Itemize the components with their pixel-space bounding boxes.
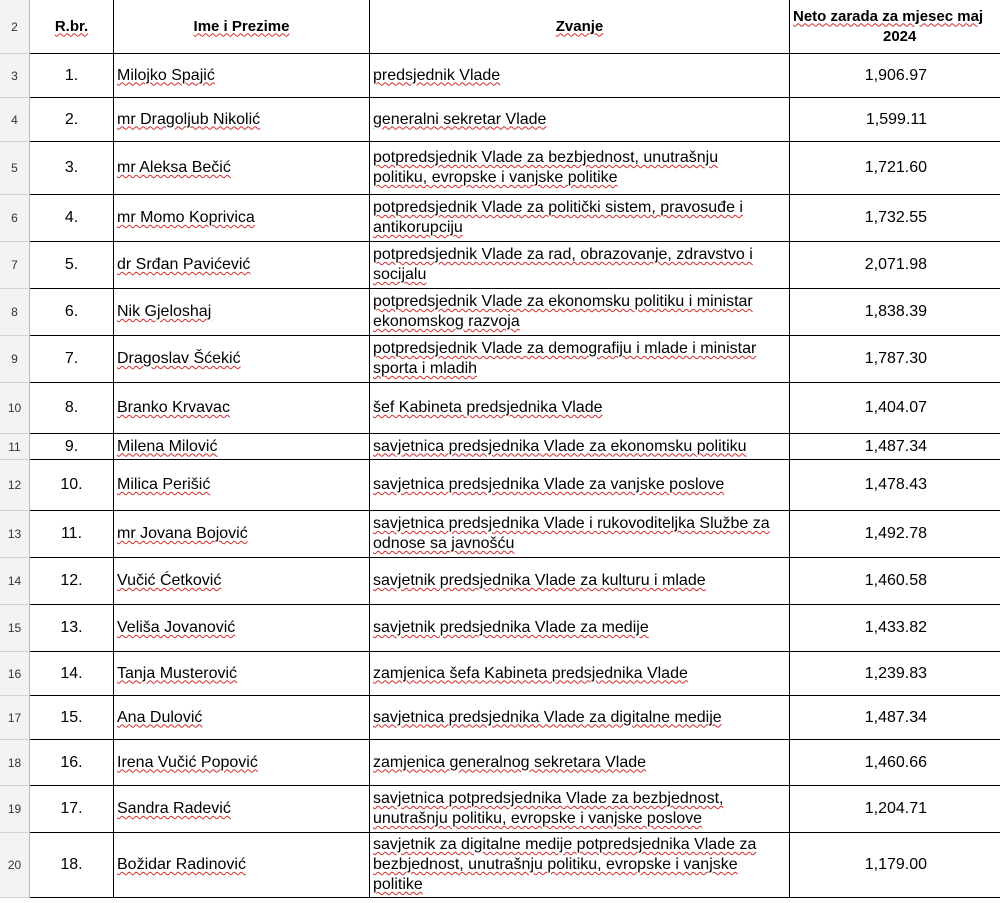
salary-text: 1,478.43 [864, 476, 927, 493]
salary-cell[interactable] [790, 242, 1000, 289]
header-title-text: Zvanje [555, 17, 604, 35]
header-salary-line1: Neto zarada za mjesec maj [793, 7, 984, 25]
header-rbr-text: R.br. [54, 17, 89, 35]
title-line: savjetnik predsjednika Vlade za medije [373, 619, 649, 636]
rbr-text: 1. [64, 66, 79, 84]
salary-text: 1,204.71 [864, 800, 927, 817]
title-cell[interactable] [370, 786, 790, 833]
salary-cell[interactable] [790, 460, 1000, 511]
salary-text: 1,838.39 [864, 303, 927, 320]
row-header-13[interactable]: 13 [0, 511, 30, 558]
title-lines [373, 398, 603, 418]
title-lines [373, 292, 753, 332]
salary-text: 1,906.97 [864, 66, 927, 84]
title-cell[interactable] [370, 696, 790, 740]
header-title[interactable] [370, 0, 790, 54]
name-text: Veliša Jovanović [117, 619, 236, 636]
title-lines [373, 148, 718, 188]
title-cell[interactable] [370, 383, 790, 434]
salary-text: 1,404.07 [864, 399, 927, 416]
title-cell[interactable] [370, 460, 790, 511]
row-header-8[interactable]: 8 [0, 289, 30, 336]
title-line: potpredsjednik Vlade za bezbjednost, unutrašnju [373, 149, 719, 166]
name-text: Sandra Radević [117, 800, 231, 817]
rbr-cell[interactable] [30, 434, 114, 460]
name-cell[interactable] [114, 383, 370, 434]
name-text: Nik Gjeloshaj [117, 303, 212, 320]
title-line: zamjenica šefa Kabineta predsjednika Vlade [373, 664, 688, 682]
name-cell[interactable] [114, 511, 370, 558]
salary-text: 1,460.66 [864, 753, 927, 771]
title-line: zamjenica generalnog sekretara Vlade [373, 753, 647, 771]
title-line: potpredsjednik Vlade za demografiju i mlade i ministar [373, 340, 757, 357]
row-header-12[interactable]: 12 [0, 460, 30, 511]
title-lines [373, 708, 722, 728]
name-text: Dragoslav Šćekić [117, 350, 241, 367]
name-text: mr Dragoljub Nikolić [117, 110, 261, 128]
salary-cell[interactable] [790, 786, 1000, 833]
title-cell[interactable] [370, 289, 790, 336]
rbr-cell[interactable] [30, 511, 114, 558]
title-line: politiku, evropske i vanjske politike [373, 169, 618, 186]
rbr-text: 10. [60, 476, 83, 493]
rbr-text: 4. [64, 209, 79, 226]
row-header-18[interactable]: 18 [0, 740, 30, 786]
title-line: unutrašnju politiku, evropske i vanjske poslove [373, 810, 703, 827]
title-lines [373, 475, 724, 495]
title-line: savjetnik za digitalne medije potpredsjednika Vlade za [373, 836, 757, 853]
name-text: Milena Milović [117, 437, 218, 455]
rbr-text: 6. [64, 303, 79, 320]
salary-text: 1,487.34 [864, 708, 927, 726]
rbr-text: 11. [60, 525, 83, 542]
name-text: Vučić Ćetković [117, 572, 222, 589]
name-text: Božidar Radinović [117, 856, 246, 873]
salary-cell[interactable] [790, 383, 1000, 434]
row-header-10[interactable]: 10 [0, 383, 30, 434]
row-header-2[interactable]: 2 [0, 0, 30, 54]
salary-text: 1,721.60 [864, 159, 927, 176]
title-cell[interactable] [370, 54, 790, 98]
name-cell[interactable] [114, 740, 370, 786]
title-line: bezbjednost, unutrašnju politiku, evropske i vanjske [373, 856, 738, 873]
title-line: savjetnica predsjednika Vlade za vanjske poslove [373, 476, 725, 493]
title-cell[interactable] [370, 740, 790, 786]
rbr-cell[interactable] [30, 652, 114, 696]
header-salary[interactable] [790, 0, 1000, 54]
name-cell[interactable] [114, 786, 370, 833]
row-header-9[interactable]: 9 [0, 336, 30, 383]
title-line: savjetnica potpredsjednika Vlade za bezbjednost, [373, 790, 724, 807]
title-cell[interactable] [370, 336, 790, 383]
rbr-cell[interactable] [30, 195, 114, 242]
row-header-3[interactable]: 3 [0, 54, 30, 98]
name-cell[interactable] [114, 336, 370, 383]
name-text: Tanja Musterović [117, 664, 238, 682]
salary-cell[interactable] [790, 54, 1000, 98]
name-cell[interactable] [114, 54, 370, 98]
row-header-4[interactable]: 4 [0, 98, 30, 142]
rbr-cell[interactable] [30, 289, 114, 336]
header-name[interactable] [114, 0, 370, 54]
title-line: sporta i mladih [373, 360, 478, 377]
title-cell[interactable] [370, 242, 790, 289]
title-line: socijalu [373, 266, 427, 283]
row-header-5[interactable]: 5 [0, 142, 30, 195]
row-header-14[interactable]: 14 [0, 558, 30, 605]
salary-cell[interactable] [790, 740, 1000, 786]
title-lines [373, 110, 546, 130]
header-name-text: Ime i Prezime [193, 17, 290, 35]
rbr-cell[interactable] [30, 336, 114, 383]
salary-cell[interactable] [790, 289, 1000, 336]
rbr-text: 3. [64, 159, 79, 176]
row-header-17[interactable]: 17 [0, 696, 30, 740]
title-cell[interactable] [370, 195, 790, 242]
salary-cell[interactable] [790, 434, 1000, 460]
title-line: potpredsjednik Vlade za rad, obrazovanje, zdravstvo i [373, 246, 753, 263]
title-line: savjetnica predsjednika Vlade za ekonomsku politiku [373, 437, 747, 455]
rbr-text: 13. [60, 619, 83, 636]
rbr-cell[interactable] [30, 98, 114, 142]
salary-text: 2,071.98 [864, 256, 927, 273]
name-cell[interactable] [114, 98, 370, 142]
salary-text: 1,492.78 [864, 525, 927, 542]
rbr-text: 12. [60, 572, 83, 589]
name-cell[interactable] [114, 833, 370, 898]
rbr-cell[interactable] [30, 696, 114, 740]
name-cell[interactable] [114, 460, 370, 511]
salary-cell[interactable] [790, 336, 1000, 383]
rbr-text: 15. [60, 708, 83, 726]
salary-cell[interactable] [790, 605, 1000, 652]
title-lines [373, 618, 649, 638]
title-line: generalni sekretar Vlade [373, 110, 547, 128]
name-text: dr Srđan Pavićević [117, 256, 251, 273]
rbr-text: 16. [60, 753, 83, 771]
name-cell[interactable] [114, 558, 370, 605]
name-text: mr Momo Koprivica [117, 209, 255, 226]
salary-text: 1,599.11 [865, 110, 927, 128]
title-lines [373, 835, 756, 895]
title-lines [373, 339, 756, 379]
rbr-cell[interactable] [30, 833, 114, 898]
salary-cell[interactable] [790, 142, 1000, 195]
rbr-cell[interactable] [30, 605, 114, 652]
rbr-text: 7. [64, 350, 79, 367]
header-rbr[interactable] [30, 0, 114, 54]
salary-text: 1,460.58 [864, 572, 927, 589]
name-cell[interactable] [114, 142, 370, 195]
salary-cell[interactable] [790, 98, 1000, 142]
salary-cell[interactable] [790, 511, 1000, 558]
title-lines [373, 66, 500, 86]
salary-cell[interactable] [790, 696, 1000, 740]
rbr-text: 9. [64, 437, 79, 455]
name-cell[interactable] [114, 434, 370, 460]
name-text: Milojko Spajić [117, 66, 215, 84]
title-line: ekonomskog razvoja [373, 313, 520, 330]
title-lines [373, 245, 753, 285]
title-lines [373, 514, 770, 554]
salary-text: 1,433.82 [864, 619, 927, 636]
rbr-text: 18. [60, 856, 83, 873]
name-cell[interactable] [114, 696, 370, 740]
rbr-text: 2. [64, 110, 79, 128]
name-text: Branko Krvavac [117, 399, 230, 416]
row-header-15[interactable]: 15 [0, 605, 30, 652]
title-line: odnose sa javnošću [373, 535, 515, 552]
rbr-cell[interactable] [30, 383, 114, 434]
header-salary-line2: 2024 [883, 27, 917, 45]
rbr-cell[interactable] [30, 786, 114, 833]
title-cell[interactable] [370, 558, 790, 605]
title-cell[interactable] [370, 652, 790, 696]
row-header-19[interactable]: 19 [0, 786, 30, 833]
title-lines [373, 753, 646, 773]
name-cell[interactable] [114, 195, 370, 242]
name-text: Ana Dulović [117, 708, 203, 726]
title-line: savjetnik predsjednika Vlade za kulturu i mlade [373, 572, 706, 589]
title-cell[interactable] [370, 98, 790, 142]
row-header-11[interactable]: 11 [0, 434, 30, 460]
rbr-cell[interactable] [30, 460, 114, 511]
salary-cell[interactable] [790, 195, 1000, 242]
name-text: Milica Perišić [117, 476, 211, 493]
name-cell[interactable] [114, 652, 370, 696]
rbr-cell[interactable] [30, 242, 114, 289]
title-lines [373, 198, 743, 238]
title-lines [373, 571, 706, 591]
title-line: šef Kabineta predsjednika Vlade [373, 399, 603, 416]
salary-cell[interactable] [790, 833, 1000, 898]
title-lines [373, 664, 688, 684]
title-line: potpredsjednik Vlade za politički sistem, pravosuđe i [373, 199, 743, 216]
title-line: predsjednik Vlade [373, 66, 501, 84]
title-lines [373, 437, 747, 457]
title-line: antikorupciju [373, 219, 463, 236]
salary-text: 1,732.55 [864, 209, 927, 226]
salary-text: 1,787.30 [864, 350, 927, 367]
title-line: politike [373, 876, 423, 893]
rbr-text: 17. [60, 800, 83, 817]
title-cell[interactable] [370, 833, 790, 898]
rbr-cell[interactable] [30, 142, 114, 195]
title-cell[interactable] [370, 434, 790, 460]
salary-cell[interactable] [790, 558, 1000, 605]
rbr-cell[interactable] [30, 54, 114, 98]
title-cell[interactable] [370, 142, 790, 195]
name-cell[interactable] [114, 605, 370, 652]
name-cell[interactable] [114, 242, 370, 289]
title-cell[interactable] [370, 605, 790, 652]
name-cell[interactable] [114, 289, 370, 336]
row-header-6[interactable]: 6 [0, 195, 30, 242]
salary-text: 1,179.00 [864, 856, 927, 873]
title-line: potpredsjednik Vlade za ekonomsku politiku i ministar [373, 293, 753, 310]
salary-text: 1,239.83 [864, 664, 927, 682]
title-lines [373, 789, 723, 829]
rbr-text: 5. [64, 256, 79, 273]
row-header-16[interactable]: 16 [0, 652, 30, 696]
row-header-7[interactable]: 7 [0, 242, 30, 289]
name-text: Irena Vučić Popović [117, 753, 258, 771]
title-line: savjetnica predsjednika Vlade za digitalne medije [373, 708, 722, 726]
rbr-cell[interactable] [30, 558, 114, 605]
title-line: savjetnica predsjednika Vlade i rukovoditeljka Službe za [373, 515, 770, 532]
rbr-text: 8. [64, 399, 79, 416]
rbr-cell[interactable] [30, 740, 114, 786]
name-text: mr Jovana Bojović [117, 525, 248, 542]
rbr-text: 14. [60, 664, 83, 682]
row-header-20[interactable]: 20 [0, 833, 30, 898]
salary-text: 1,487.34 [864, 437, 927, 455]
title-cell[interactable] [370, 511, 790, 558]
name-text: mr Aleksa Bečić [117, 159, 231, 176]
salary-cell[interactable] [790, 652, 1000, 696]
